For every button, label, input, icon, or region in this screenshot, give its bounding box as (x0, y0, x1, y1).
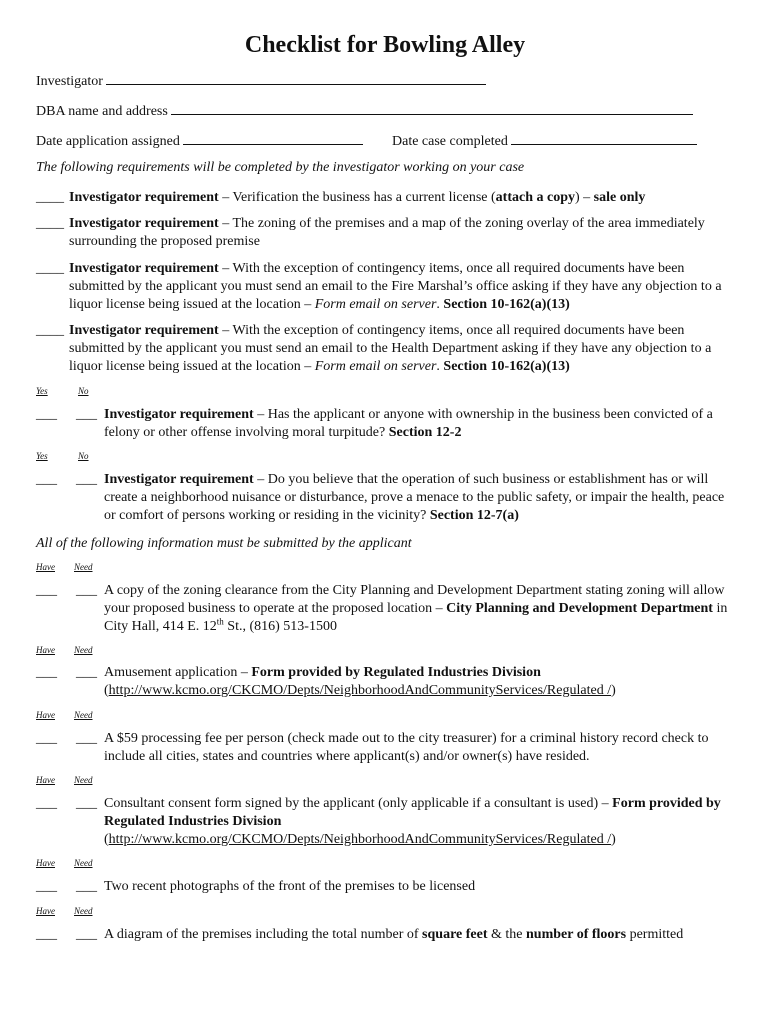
date-assigned-field[interactable] (183, 130, 363, 145)
have-label: Have (36, 562, 55, 572)
applicant-item-photographs (36, 878, 736, 898)
have-blank[interactable]: ___ (36, 927, 57, 942)
investigator-req-health-dept (36, 322, 736, 378)
yes-blank[interactable]: ___ (36, 407, 57, 422)
need-blank[interactable]: ___ (76, 583, 97, 598)
applicant-intro: All of the following information must be submitted by the applicant (36, 536, 412, 551)
have-blank[interactable]: ___ (36, 879, 57, 894)
need-blank[interactable]: ___ (76, 927, 97, 942)
yes-label: Yes (36, 386, 48, 396)
investigator-req-felony (36, 406, 736, 444)
item-text: Consultant consent form signed by the applicant (only applicable if a consultant is used) – Form provided by Regulated Industries Division (http://www.kcmo.org/CKCMO/Depts/NeighborhoodAndCommunityServices/Regulated /) (104, 796, 721, 847)
investigator-req-license (36, 189, 736, 209)
no-label: No (78, 451, 89, 461)
page-title: Checklist for Bowling Alley (244, 32, 526, 58)
req-text: Investigator requirement – With the exception of contingency items, once all required documents have been submitted by the applicant you must send an email to the Fire Marshal’s office asking if they have any objection to a liquor license being issued at the location – Form email on server. Section 10-162(a)(13) (69, 261, 722, 312)
have-blank[interactable]: ___ (36, 731, 57, 746)
investigator-label: Investigator (36, 74, 103, 89)
checkbox-blank[interactable]: ____ (36, 190, 64, 205)
need-blank[interactable]: ___ (76, 731, 97, 746)
checkbox-blank[interactable]: ____ (36, 261, 64, 276)
need-blank[interactable]: ___ (76, 796, 97, 811)
no-blank[interactable]: ___ (76, 472, 97, 487)
checkbox-blank[interactable]: ____ (36, 323, 64, 338)
dba-line (36, 100, 693, 121)
investigator-intro: The following requirements will be completed by the investigator working on your case (36, 160, 525, 175)
have-label: Have (36, 775, 55, 785)
need-label: Need (74, 858, 93, 868)
no-label: No (78, 386, 89, 396)
have-label: Have (36, 906, 55, 916)
applicant-item-amusement-application (36, 664, 736, 702)
have-blank[interactable]: ___ (36, 665, 57, 680)
have-blank[interactable]: ___ (36, 583, 57, 598)
checkbox-blank[interactable]: ____ (36, 216, 64, 231)
have-blank[interactable]: ___ (36, 796, 57, 811)
req-text: Investigator requirement – Do you believe that the operation of such business or establishment has or will create a neighborhood nuisance or disturbance, prove a menace to the public safety, or impair the health, peace or comfort of persons working or residing in the vicinity? Section 12-7(a) (104, 472, 725, 523)
item-text: A diagram of the premises including the total number of square feet & the number of floors permitted (104, 927, 684, 942)
applicant-item-diagram (36, 926, 736, 946)
no-blank[interactable]: ___ (76, 407, 97, 422)
item-text: Two recent photographs of the front of the premises to be licensed (104, 879, 476, 894)
date-completed-line (392, 130, 697, 151)
item-text: A $59 processing fee per person (check made out to the city treasurer) for a criminal history record check to include all cities, states and countries where applicant(s) and/or owner(s) have resided. (104, 731, 709, 764)
have-label: Have (36, 710, 55, 720)
have-label: Have (36, 858, 55, 868)
investigator-req-nuisance (36, 471, 736, 527)
dba-field[interactable] (171, 100, 693, 115)
have-label: Have (36, 645, 55, 655)
need-blank[interactable]: ___ (76, 879, 97, 894)
need-label: Need (74, 645, 93, 655)
investigator-req-fire-marshal (36, 260, 736, 316)
req-text: Investigator requirement – The zoning of the premises and a map of the zoning overlay of the area immediately surrounding the proposed premise (69, 216, 705, 249)
need-label: Need (74, 906, 93, 916)
need-blank[interactable]: ___ (76, 665, 97, 680)
date-completed-label: Date case completed (392, 134, 508, 149)
date-assigned-label: Date application assigned (36, 134, 180, 149)
yes-label: Yes (36, 451, 48, 461)
need-label: Need (74, 775, 93, 785)
dba-label: DBA name and address (36, 104, 168, 119)
date-completed-field[interactable] (511, 130, 697, 145)
regulated-industries-link[interactable]: http://www.kcmo.org/CKCMO/Depts/NeighborhoodAndCommunityServices/Regulated / (108, 832, 612, 847)
date-assigned-line (36, 130, 363, 151)
req-text: Investigator requirement – With the exception of contingency items, once all required documents have been submitted by the applicant you must send an email to the Health Department asking if they have any objection to a liquor license being issued at the location – Form email on server. Section 10-162(a)(13) (69, 323, 712, 374)
item-text: Amusement application – Form provided by Regulated Industries Division (http://www.kcmo.org/CKCMO/Depts/NeighborhoodAndCommunityServices/Regulated /) (104, 665, 616, 698)
applicant-item-processing-fee (36, 730, 736, 768)
applicant-item-consultant-consent (36, 795, 736, 851)
item-text: A copy of the zoning clearance from the City Planning and Development Department stating zoning will allow your proposed business to operate at the proposed location – City Planning and Development Department in City Hall, 414 E. 12th St., (816) 513-1500 (104, 583, 728, 634)
req-text: Investigator requirement – Verification the business has a current license (attach a copy) – sale only (69, 190, 646, 205)
yes-blank[interactable]: ___ (36, 472, 57, 487)
investigator-req-zoning (36, 215, 736, 253)
investigator-line (36, 70, 486, 91)
need-label: Need (74, 710, 93, 720)
regulated-industries-link[interactable]: http://www.kcmo.org/CKCMO/Depts/NeighborhoodAndCommunityServices/Regulated / (108, 683, 612, 698)
investigator-field[interactable] (106, 70, 486, 85)
need-label: Need (74, 562, 93, 572)
applicant-item-zoning-clearance (36, 582, 736, 638)
req-text: Investigator requirement – Has the applicant or anyone with ownership in the business been convicted of a felony or other offense involving moral turpitude? Section 12-2 (104, 407, 713, 440)
